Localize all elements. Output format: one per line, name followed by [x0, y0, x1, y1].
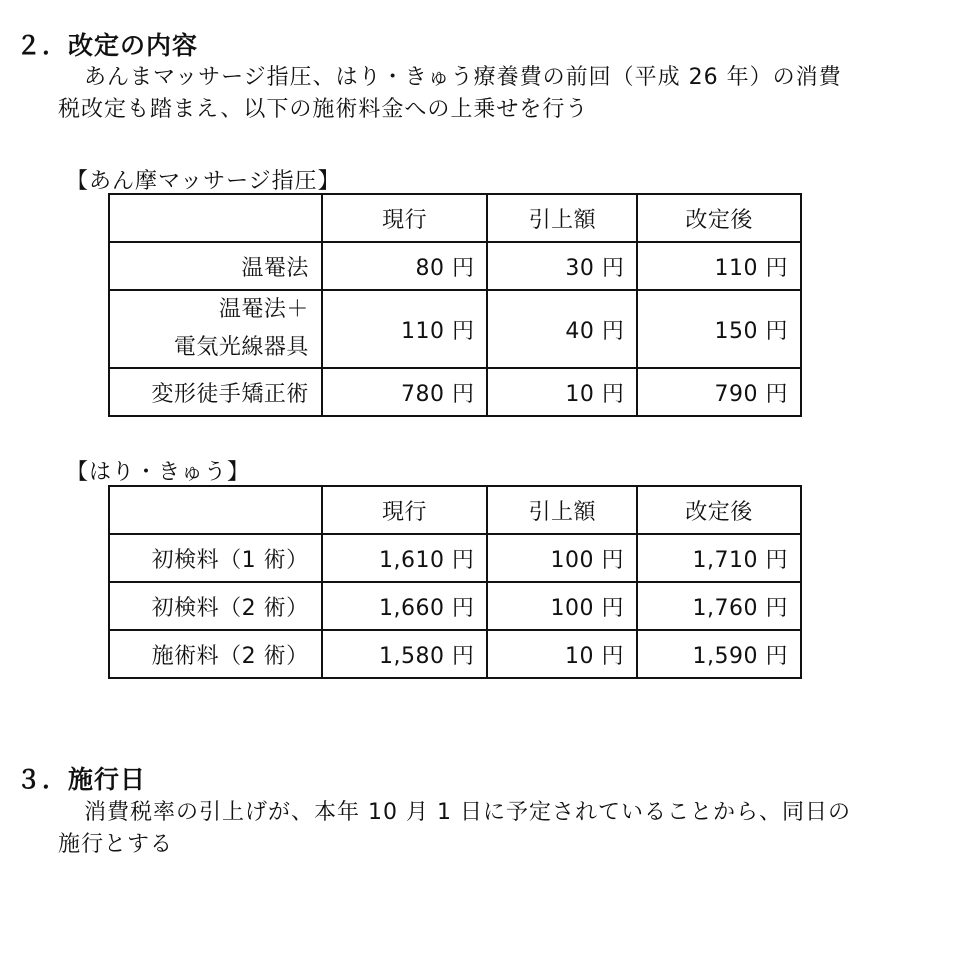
section-3-body-line: 消費税率の引上げが、本年 10 月 1 日に予定されていることから、同日の [84, 800, 851, 825]
section-3-body [58, 797, 928, 861]
increase-amount: 30 円 [487, 242, 637, 290]
harikyu-fee-table [108, 485, 802, 679]
section-2-body [58, 62, 928, 126]
table-row [109, 242, 801, 290]
section-2-body-line: あんまマッサージ指圧、はり・きゅう療養費の前回（平成 26 年）の消費 [84, 65, 842, 90]
table-row [109, 630, 801, 678]
harikyu-table-title: 【はり・きゅう】 [66, 460, 251, 485]
header-cell-empty [109, 194, 322, 242]
row-label-line: 温罨法＋ [218, 297, 309, 322]
section-3-heading: ３．施行日 [16, 765, 147, 794]
section-3-body-line: 施行とする [58, 832, 174, 857]
revised-fee: 1,760 円 [637, 582, 801, 630]
row-label: 初検料（1 術） [109, 534, 322, 582]
row-label: 施術料（2 術） [109, 630, 322, 678]
row-label: 変形徒手矯正術 [109, 368, 322, 416]
table-row [109, 368, 801, 416]
anma-fee-table [108, 193, 802, 417]
current-fee: 1,660 円 [322, 582, 488, 630]
section-2-heading: ２．改定の内容 [16, 31, 199, 60]
revised-fee: 1,710 円 [637, 534, 801, 582]
increase-amount: 100 円 [487, 534, 637, 582]
header-cell-revised: 改定後 [637, 194, 801, 242]
table-header-row [109, 194, 801, 242]
current-fee: 780 円 [322, 368, 488, 416]
header-cell-increase: 引上額 [487, 486, 637, 534]
revised-fee: 110 円 [637, 242, 801, 290]
anma-table-title: 【あん摩マッサージ指圧】 [66, 169, 341, 194]
current-fee: 80 円 [322, 242, 488, 290]
table-row [109, 290, 801, 368]
header-cell-revised: 改定後 [637, 486, 801, 534]
row-label: 初検料（2 術） [109, 582, 322, 630]
revised-fee: 1,590 円 [637, 630, 801, 678]
increase-amount: 10 円 [487, 368, 637, 416]
increase-amount: 10 円 [487, 630, 637, 678]
current-fee: 1,580 円 [322, 630, 488, 678]
table-row [109, 534, 801, 582]
header-cell-current: 現行 [322, 486, 488, 534]
revised-fee: 790 円 [637, 368, 801, 416]
section-2-body-line: 税改定も踏まえ、以下の施術料金への上乗せを行う [58, 97, 589, 122]
revised-fee: 150 円 [637, 290, 801, 368]
header-cell-current: 現行 [322, 194, 488, 242]
current-fee: 1,610 円 [322, 534, 488, 582]
row-label: 温罨法 [109, 242, 322, 290]
current-fee: 110 円 [322, 290, 488, 368]
row-label-line: 電気光線器具 [173, 335, 309, 360]
increase-amount: 40 円 [487, 290, 637, 368]
increase-amount: 100 円 [487, 582, 637, 630]
table-row [109, 582, 801, 630]
header-cell-empty [109, 486, 322, 534]
table-header-row [109, 486, 801, 534]
header-cell-increase: 引上額 [487, 194, 637, 242]
row-label [109, 290, 322, 368]
